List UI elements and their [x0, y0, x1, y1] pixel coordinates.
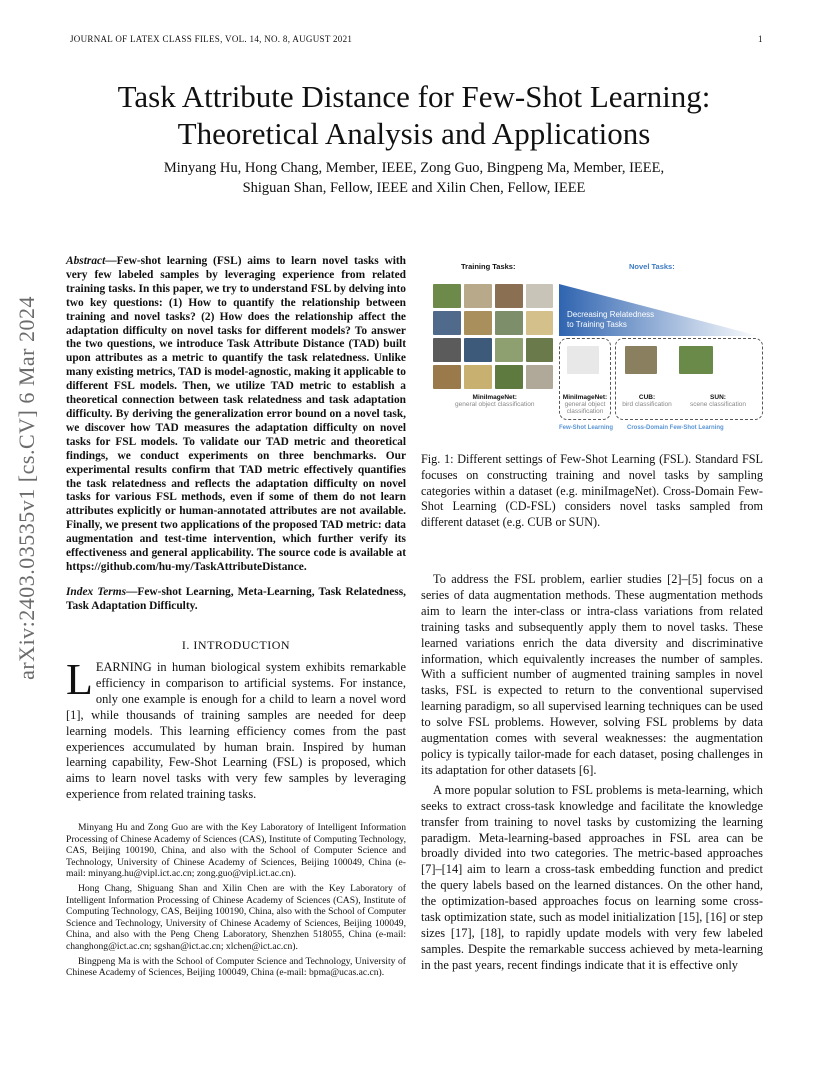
- arxiv-stamp: arXiv:2403.03535v1 [cs.CV] 6 Mar 2024: [14, 296, 39, 680]
- abstract-text: —Few-shot learning (FSL) aims to learn novel tasks with very few labeled samples by leveraging experience from related training tasks. In this paper, we try to understand FSL by delving into two key questions: (1) How to quantify the relationship between training and novel tasks? (2) How does the relationship affect the adaptation difficulty on novel tasks for different models? To answer the two questions, we introduce Task Attribute Distance (TAD) built upon attributes as a metric to quantify the task relatedness. Unlike many existing metrics, TAD is model-agnostic, making it applicable to different FSL models. Then, we utilize TAD metric to establish a theoretical connection between task relatedness and task adaptation difficulty. By deriving the generalization error bound on a novel task, we discover how TAD measures the adaptation difficulty on novel tasks for FSL models. To validate our TAD metric and theoretical findings, we conduct experiments on three benchmarks. Our experimental results confirm that TAD metric effectively quantifies the task relatedness and reflects the adaptation difficulty on novel tasks for various FSL methods, even if some of them do not learn attributes explicitly or human-annotated attributes are not available. Finally, we present two applications of the proposed TAD metric: data augmentation and test-time intervention, which further verify its effectiveness and general applicability. The source code is available at https://github.com/hu-my/TaskAttributeDistance.: [66, 255, 406, 573]
- train-dataset-label: [455, 394, 535, 408]
- novel1-sublabel-2: classification: [566, 408, 604, 415]
- paragraph-meta-learning: A more popular solution to FSL problems is meta-learning, which seeks to extract cross-task knowledge and facilitate the knowledge transfer from training to novel tasks by customizing the learning paradigm. Meta-learning-based approaches in FSL area can be broadly divided into two categories. The metric-based approaches [7]–[14] aim to learn a cross-task embedding function and predict the query labels based on the learned distances. On the other hand, the optimization-based approaches focus on learning some cross-task optimization state, such as model initialization [15], [16] or step sizes [17], [18], to rapidly update models with very few labeled samples. Despite the remarkable success achieved by meta-learning in the past years, recent findings indicate that it is effective only: [421, 782, 763, 972]
- novel1-dataset-label: [561, 394, 609, 415]
- paragraph-data-augmentation: To address the FSL problem, earlier studies [2]–[5] focus on a series of data augmentation methods. These augmentation methods aim to learn the inter-class or intra-class variations from related training tasks and subsequently apply them to novel tasks. These learned variations enrich the data diversity and discriminative information, which equivalently increases the number of samples. With a sufficient number of augmented training samples in novel tasks, FSL is expected to return to the conventional supervised learning paradigm, so all supervised learning techniques can be used to solve FSL problems. However, solving FSL problems by data augmentation comes with several weaknesses: the augmentation policy is typically tailor-made for each dataset, posing challenges in its adaptation for other datasets [6].: [421, 572, 763, 777]
- thumbnail: [526, 338, 553, 362]
- author-footnotes: [66, 822, 406, 982]
- wedge-text-1: Decreasing Relatedness: [567, 310, 655, 319]
- thumbnail: [464, 311, 492, 335]
- figure-1: [421, 258, 763, 438]
- footnote-2: Hong Chang, Shiguang Shan and Xilin Chen are with the Key Laboratory of Intelligent Information Processing of Chinese Academy of Sciences (CAS), Institute of Computing Technology, CAS, Beijing 100190, China, also with the School of Computer Science and Technology, University of Chinese Academy of Sciences, Beijing 100049, China, and also with the Peng Cheng Laboratory, Shenzhen 518055, China (e-mail: changhong@ict.ac.cn; sgshan@ict.ac.cn; xlchen@ict.ac.cn).: [66, 882, 406, 952]
- training-image-grid: [433, 284, 553, 390]
- author-list: [60, 158, 768, 198]
- introduction-text: EARNING in human biological system exhibits remarkable efficiency in comparison to artificial systems. For instance, only one example is enough for a child to learn a novel word [1], while thousands of training samples are needed for deep learning models. This learning efficiency comes from the past experiences accumulated by human brain. Inspired by human learning capability, Few-Shot Learning (FSL) is proposed, which aims to learn novel tasks with very few samples by leveraging experience from related training tasks.: [66, 660, 406, 802]
- authors-line-2: Shiguan Shan, Fellow, IEEE and Xilin Chen, Fellow, IEEE: [242, 180, 586, 196]
- index-terms-text: —Few-shot Learning, Meta-Learning, Task Relatedness, Task Adaptation Difficulty.: [66, 586, 406, 612]
- thumbnail: [495, 365, 523, 389]
- paper-title: [40, 78, 788, 152]
- scene-thumbnail: [679, 346, 713, 374]
- train-sublabel: general object classification: [455, 401, 535, 408]
- thumbnail: [433, 311, 461, 335]
- footnote-3: Bingpeng Ma is with the School of Computer Science and Technology, University of Chinese Academy of Sciences, Beijing 100049, China (e-mail: bpma@ucas.ac.cn).: [66, 955, 406, 979]
- novel-tasks-title: Novel Tasks:: [629, 262, 675, 271]
- authors-line-1: Minyang Hu, Hong Chang, Member, IEEE, Zong Guo, Bingpeng Ma, Member, IEEE,: [163, 160, 665, 176]
- training-tasks-title: Training Tasks:: [461, 262, 516, 271]
- thumbnail: [433, 338, 461, 362]
- cdfsl-tag: Cross-Domain Few-Shot Learning: [627, 425, 724, 431]
- introduction-paragraph: [66, 655, 406, 803]
- thumbnail: [433, 284, 461, 308]
- novel2-sublabel: bird classification: [622, 401, 672, 408]
- fsl-tag: Few-Shot Learning: [559, 425, 613, 431]
- dog-thumbnail: [567, 346, 599, 374]
- figure-caption: Fig. 1: Different settings of Few-Shot Learning (FSL). Standard FSL focuses on constructing training and novel tasks by sampling categories within a dataset (e.g. miniImageNet). Cross-Domain Few-Shot Learning (CD-FSL) considers novel tasks sampled from different dataset (e.g. CUB or SUN).: [421, 452, 763, 530]
- section-heading-introduction: I. INTRODUCTION: [181, 638, 291, 652]
- thumbnail: [464, 365, 492, 389]
- index-terms: [66, 586, 406, 614]
- thumbnail: [464, 338, 492, 362]
- thumbnail: [464, 284, 492, 308]
- abstract: [66, 255, 406, 575]
- thumbnail: [433, 365, 461, 389]
- title-line-1: Task Attribute Distance for Few-Shot Learning:: [117, 79, 711, 114]
- right-column-body: [421, 572, 763, 978]
- running-header: JOURNAL OF LATEX CLASS FILES, VOL. 14, NO. 8, AUGUST 2021: [70, 34, 353, 44]
- novel3-sublabel: scene classification: [690, 401, 746, 408]
- novel1-label: MiniImageNet:: [562, 394, 608, 401]
- novel3-dataset-label: [681, 394, 755, 408]
- footnote-1: Minyang Hu and Zong Guo are with the Key Laboratory of Intelligent Information Processing of Chinese Academy of Sciences (CAS), Institute of Computing Technology, CAS, Beijing 100190, China, and also with the School of Computer Science and Technology, University of Chinese Academy of Sciences, Beijing 100049, China (e-mail: minyang.hu@vipl.ict.ac.cn; zong.guo@vipl.ict.ac.cn).: [66, 822, 406, 880]
- thumbnail: [526, 311, 553, 335]
- page-number: 1: [758, 34, 763, 44]
- bird-thumbnail: [625, 346, 657, 374]
- train-label: MiniImageNet:: [472, 394, 517, 401]
- abstract-label: Abstract: [66, 255, 106, 267]
- drop-cap: L: [66, 655, 93, 704]
- thumbnail: [495, 284, 523, 308]
- wedge-caption: [567, 310, 654, 330]
- thumbnail: [495, 311, 523, 335]
- thumbnail: [526, 365, 553, 389]
- thumbnail: [526, 284, 553, 308]
- title-line-2: Theoretical Analysis and Applications: [177, 116, 651, 151]
- thumbnail: [495, 338, 523, 362]
- wedge-text-2: to Training Tasks: [567, 320, 627, 329]
- novel1-sublabel-1: general object: [564, 401, 606, 408]
- index-terms-label: Index Terms: [66, 586, 127, 598]
- novel2-label: CUB:: [638, 394, 656, 401]
- novel2-dataset-label: [617, 394, 677, 408]
- novel3-label: SUN:: [710, 394, 726, 401]
